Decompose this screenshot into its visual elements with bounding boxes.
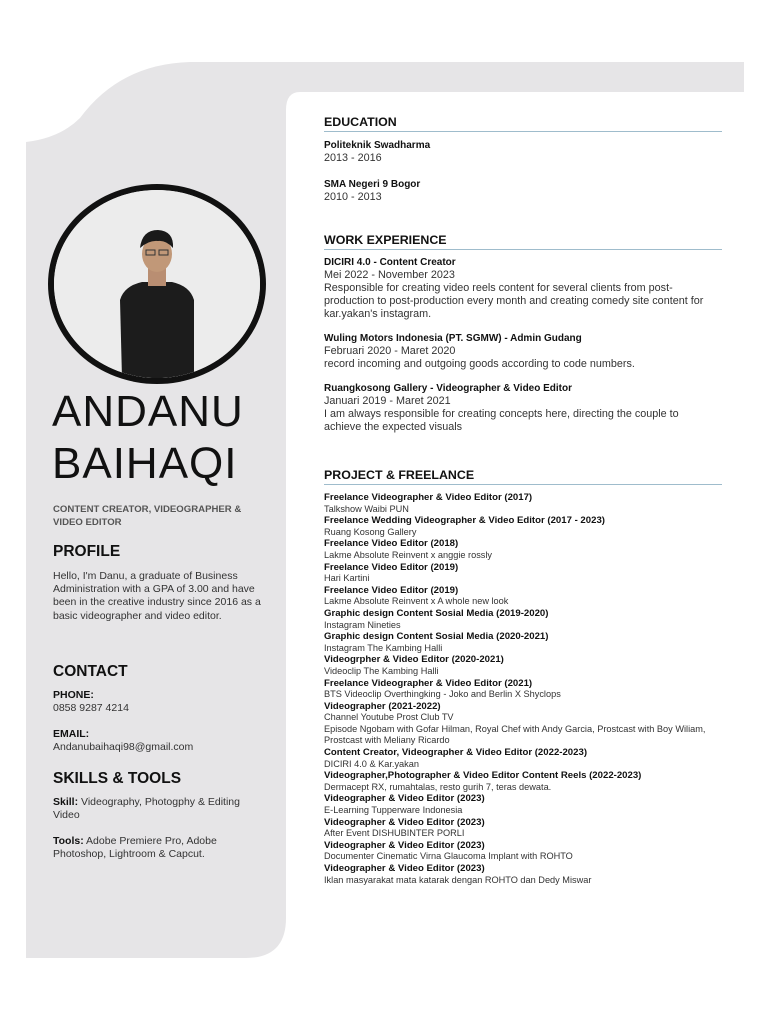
work-desc: I am always responsible for creating concepts here, directing the couple to achieve the expected visuals — [324, 408, 679, 433]
email-value: Andanubaihaqi98@gmail.com — [53, 741, 194, 754]
project-item — [324, 747, 722, 770]
email-block — [53, 728, 278, 754]
project-desc: Dermacept RX, rumahtalas, resto gurih 7, teras dewata. — [324, 781, 552, 792]
project-title: Freelance Videographer & Video Editor (2017) — [324, 492, 533, 503]
work-title: Wuling Motors Indonesia (PT. SGMW) - Admin Gudang — [324, 333, 582, 344]
project-desc: Instagram The Kambing Halli — [324, 642, 443, 653]
work-period: Mei 2022 - November 2023 — [324, 269, 455, 281]
project-item — [324, 654, 722, 677]
profile-photo — [48, 184, 266, 384]
tools-block — [53, 835, 253, 861]
project-title: Videographer & Video Editor (2023) — [324, 863, 485, 874]
work-period: Februari 2020 - Maret 2020 — [324, 345, 456, 357]
project-item — [324, 631, 722, 654]
project-desc: Ruang Kosong Gallery — [324, 526, 417, 537]
work-period: Januari 2019 - Maret 2021 — [324, 395, 451, 407]
project-item — [324, 701, 722, 747]
work-item — [324, 333, 722, 371]
work-desc: Responsible for creating video reels content for several clients from post-production to post-production every month and creating comedy site content for kar.yakan's instagram. — [324, 282, 704, 320]
work-title: DICIRI 4.0 - Content Creator — [324, 257, 456, 268]
project-desc: Channel Youtube Prost Club TV Episode Ngobam with Gofar Hilman, Royal Chef with Andy Garcia, Prostcast with Boy Wiliam, Prostcast with Meliany Ricardo — [324, 712, 706, 746]
project-title: Videographer (2021-2022) — [324, 700, 441, 712]
phone-block — [53, 689, 278, 715]
profile-text: Hello, I'm Danu, a graduate of Business Administration with a GPA of 3.00 and have been in the creative industry since 2016 as a basic videographer and video editor. — [53, 570, 261, 622]
project-desc: BTS Videoclip Overthingking - Joko and Berlin X Shyclops — [324, 689, 561, 700]
education-item — [324, 140, 722, 165]
project-item — [324, 515, 722, 538]
project-desc: Hari Kartini — [324, 573, 370, 584]
skill-label: Skill: — [53, 796, 79, 808]
project-title: Freelance Wedding Videographer & Video Editor (2017 - 2023) — [324, 515, 605, 527]
contact-heading: CONTACT — [53, 663, 128, 680]
projects-list — [324, 492, 722, 886]
project-title: Freelance Video Editor (2019) — [324, 584, 459, 596]
skills-heading: SKILLS & TOOLS — [53, 770, 182, 787]
project-item — [324, 562, 722, 585]
project-desc: Lakme Absolute Reinvent x anggie rossly — [324, 549, 493, 560]
project-title: Graphic design Content Sosial Media (2019-2020) — [324, 607, 549, 619]
person-illustration — [54, 190, 260, 378]
project-title: Freelance Video Editor (2019) — [324, 561, 459, 573]
project-title: Videogrpher & Video Editor (2020-2021) — [324, 654, 504, 666]
work-desc: record incoming and outgoing goods according to code numbers. — [324, 358, 635, 370]
project-desc: DICIRI 4.0 & Kar.yakan — [324, 758, 419, 769]
profile-heading: PROFILE — [53, 543, 121, 560]
phone-label: PHONE: — [53, 689, 94, 701]
project-desc: Lakme Absolute Reinvent x A whole new look — [324, 596, 509, 607]
school-name: Politeknik Swadharma — [324, 140, 431, 151]
education-section — [324, 115, 722, 204]
education-item — [324, 179, 722, 204]
project-desc: Talkshow Waibi PUN — [324, 503, 409, 514]
school-years: 2013 - 2016 — [324, 152, 382, 164]
project-item — [324, 770, 722, 793]
project-title: Videographer & Video Editor (2023) — [324, 816, 485, 828]
work-item — [324, 383, 722, 434]
project-desc: E-Learning Tupperware Indonesia — [324, 805, 463, 816]
project-item — [324, 840, 722, 863]
project-title: Freelance Video Editor (2018) — [324, 538, 459, 550]
work-section — [324, 233, 722, 434]
project-item — [324, 492, 722, 515]
tools-label: Tools: — [53, 835, 84, 847]
project-item — [324, 608, 722, 631]
work-heading: WORK EXPERIENCE — [324, 233, 722, 250]
name-first: ANDANU — [52, 387, 244, 436]
project-title: Graphic design Content Sosial Media (2020-2021) — [324, 631, 549, 643]
project-desc: After Event DISHUBINTER PORLI — [324, 828, 465, 839]
phone-value: 0858 9287 4214 — [53, 702, 129, 715]
job-title: CONTENT CREATOR, VIDEOGRAPHER & VIDEO EDITOR — [53, 504, 242, 528]
skill-block — [53, 796, 243, 822]
project-desc: Iklan masyarakat mata katarak dengan ROHTO dan Dedy Miswar — [324, 874, 592, 885]
work-item — [324, 257, 722, 321]
project-title: Videographer & Video Editor (2023) — [324, 793, 485, 805]
school-years: 2010 - 2013 — [324, 191, 382, 203]
education-heading: EDUCATION — [324, 115, 722, 132]
project-item — [324, 585, 722, 608]
full-name — [52, 386, 292, 490]
project-desc: Documenter Cinematic Virna Glaucoma Implant with ROHTO — [324, 851, 573, 862]
tools-text: Adobe Premiere Pro, Adobe Photoshop, Lightroom & Capcut. — [53, 835, 217, 861]
skill-text: Videography, Photogphy & Editing Video — [53, 796, 240, 822]
school-name: SMA Negeri 9 Bogor — [324, 179, 421, 190]
work-title: Ruangkosong Gallery - Videographer & Video Editor — [324, 383, 573, 394]
projects-heading: PROJECT & FREELANCE — [324, 468, 722, 485]
project-desc: Videoclip The Kambing Halli — [324, 665, 439, 676]
project-title: Content Creator, Videographer & Video Editor (2022-2023) — [324, 747, 588, 759]
project-item — [324, 863, 722, 886]
name-last: BAIHAQI — [52, 439, 238, 488]
project-title: Videographer & Video Editor (2023) — [324, 839, 485, 851]
project-item — [324, 793, 722, 816]
project-item — [324, 538, 722, 561]
project-title: Videographer,Photographer & Video Editor Content Reels (2022-2023) — [324, 770, 642, 782]
projects-section — [324, 468, 722, 886]
project-item — [324, 817, 722, 840]
email-label: EMAIL: — [53, 728, 90, 740]
project-item — [324, 678, 722, 701]
project-title: Freelance Videographer & Video Editor (2021) — [324, 677, 533, 689]
project-desc: Instagram Nineties — [324, 619, 401, 630]
